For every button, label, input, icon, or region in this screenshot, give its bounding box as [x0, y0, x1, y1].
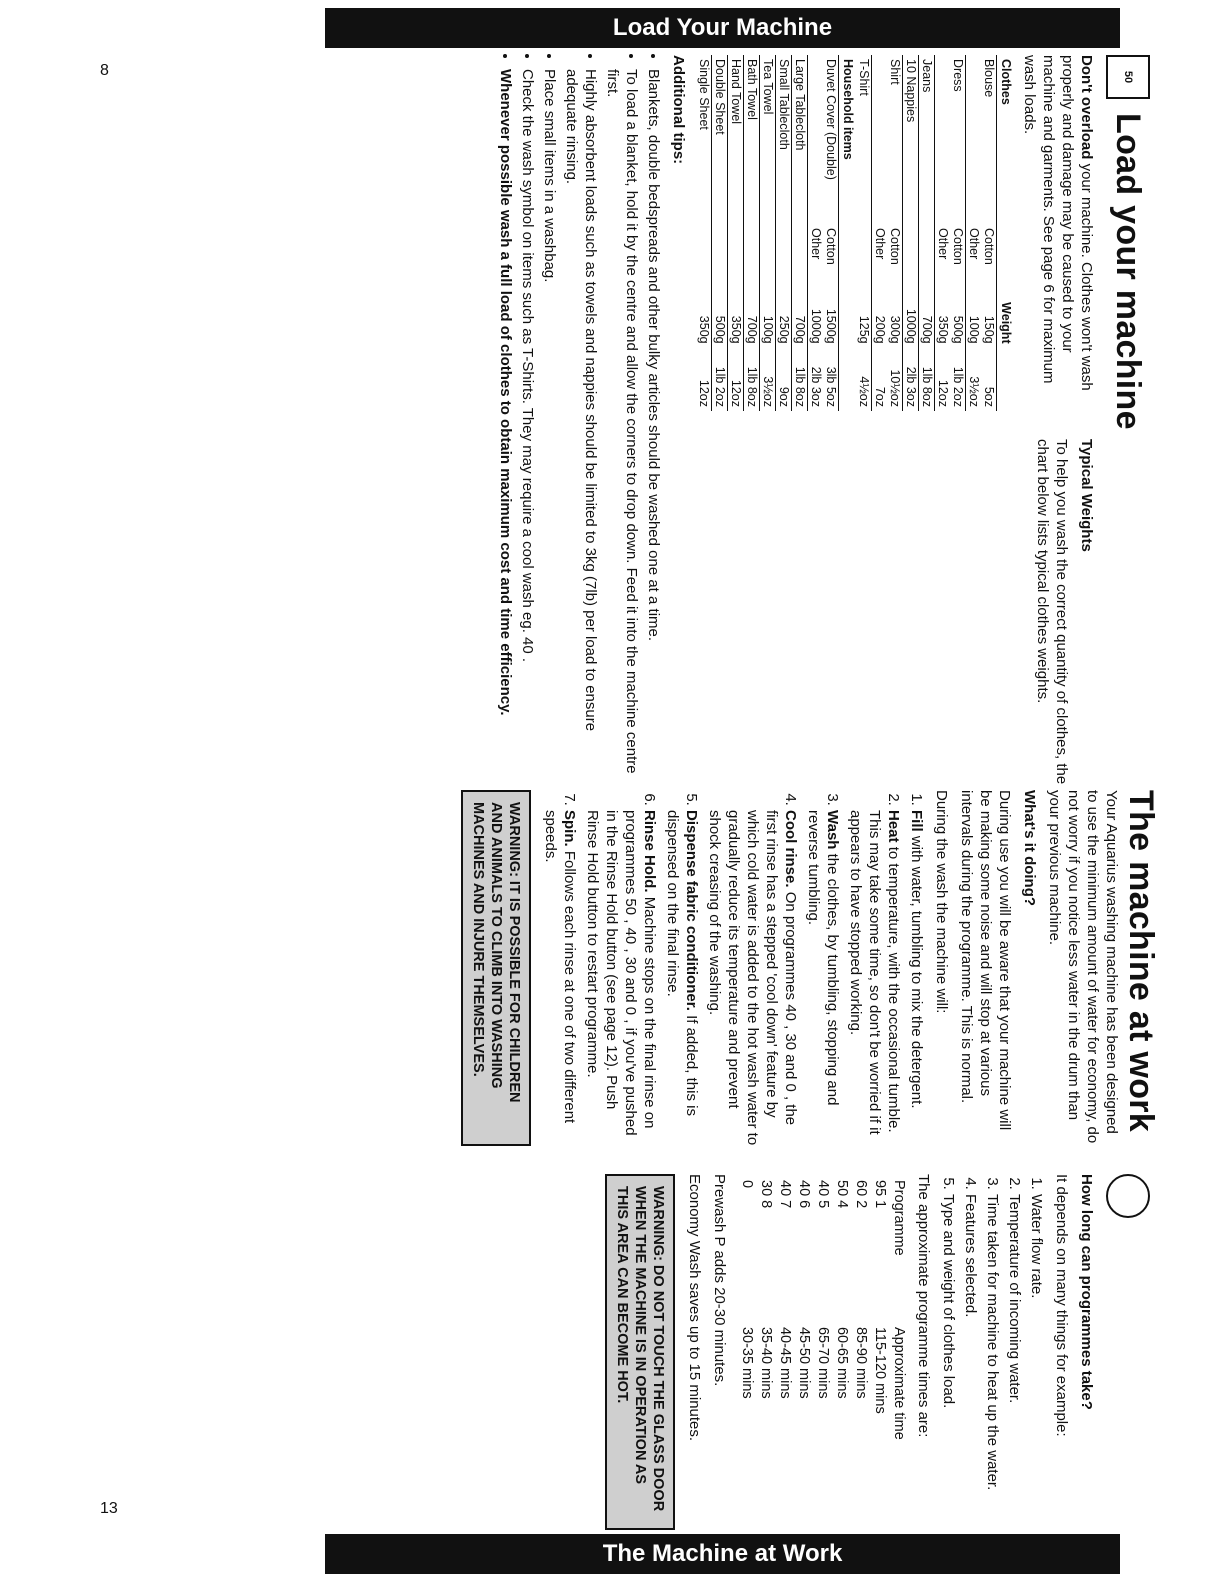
- household-metric: 700g: [792, 283, 808, 348]
- household-header: Household items: [839, 55, 857, 411]
- weights-table: [696, 55, 1014, 411]
- clothes-row: [856, 55, 872, 411]
- work-left-column: [461, 790, 1160, 1146]
- prewash-text: Prewash P adds 20-30 minutes.: [711, 1174, 728, 1387]
- warning-glass-box: WARNING: DO NOT TOUCH THE GLASS DOOR WHEN THE MACHINE IS IN OPERATION AS THIS AREA CAN BECOME HOT.: [605, 1174, 675, 1530]
- dont-overload-lead: Don't overload: [1078, 55, 1095, 160]
- footer-bar-title: The Machine at Work: [602, 1540, 843, 1567]
- dont-overload-para: [1020, 55, 1096, 411]
- programme-header: Programme: [891, 1180, 907, 1256]
- wash-step-lead: Cool rinse.: [782, 810, 799, 888]
- clothes-metric: 125g: [856, 283, 872, 348]
- time-programme: 40 7: [777, 1180, 793, 1209]
- wash-step-text: the clothes, by tumbling, stopping and reverse tumbling.: [805, 810, 841, 1106]
- household-type: [712, 224, 728, 283]
- household-imperial: 3lb 5oz: [824, 366, 838, 407]
- clothes-item: Shirt: [887, 55, 903, 224]
- household-metric: 100g: [760, 283, 776, 348]
- household-imperial: 2lb 3oz: [809, 366, 823, 407]
- time-row: [775, 1174, 794, 1530]
- household-type: [776, 224, 792, 283]
- clothes-row: [887, 55, 903, 411]
- household-imperial: 12oz: [728, 348, 744, 411]
- household-metric: 700g: [744, 283, 760, 348]
- household-imperial: 1lb 8oz: [744, 348, 760, 411]
- work-right-column: [461, 1174, 1150, 1530]
- wash-step-lead: Dispense fabric conditioner.: [683, 810, 700, 1011]
- clothes-imperial: 4½oz: [856, 348, 872, 411]
- clothes-imperial: 5oz: [982, 386, 996, 407]
- clothes-metric: 350g: [936, 315, 950, 344]
- time-row: [813, 1174, 832, 1530]
- page-number-right: 13: [100, 1500, 118, 1517]
- wash-step: [705, 810, 800, 1146]
- header-bar: [325, 8, 1120, 48]
- time-row: [832, 1174, 851, 1530]
- household-row: [792, 55, 808, 411]
- household-type: Cotton: [824, 228, 838, 265]
- household-item: Double Sheet: [712, 55, 728, 224]
- wash-step-text: On programmes 40 , 30 and 0 , the first rinse has a stepped 'cool down' feature by which cold water is added to the hot wash water to gradually reduce its temperature and prevent shock creasing of the washing.: [706, 810, 799, 1146]
- time-programme: 0: [739, 1180, 755, 1189]
- household-metric: 1500g: [824, 308, 838, 344]
- household-item: Bath Towel: [744, 55, 760, 224]
- clothes-row: [981, 55, 997, 411]
- footer-bar: [325, 1534, 1120, 1574]
- household-item: Single Sheet: [696, 55, 712, 224]
- typical-weights-text: To help you wash the correct quantity of clothes, the chart below lists typical clothes weights.: [1034, 439, 1070, 785]
- clothes-imperial: 1lb 8oz: [919, 348, 935, 411]
- wash-step: [583, 810, 659, 1146]
- clothes-row: [872, 55, 888, 411]
- household-item: Hand Towel: [728, 55, 744, 224]
- time-header: Approximate time: [891, 1326, 907, 1440]
- tip-item: • Check the wash symbol on items such as T-Shirts. They may require a cool wash eg. 40 .: [518, 69, 537, 795]
- household-type: [744, 224, 760, 283]
- household-imperial: 1lb 8oz: [792, 348, 808, 411]
- work-title: The machine at work: [1122, 790, 1160, 1133]
- time-value: 35-40 mins: [758, 1326, 774, 1399]
- clothes-row: [919, 55, 935, 411]
- time-value: 40-45 mins: [777, 1326, 793, 1399]
- time-value: 30-35 mins: [739, 1326, 755, 1399]
- header-bar-title: Load Your Machine: [612, 14, 833, 41]
- during-text: During the wash the machine will:: [933, 790, 950, 1014]
- household-row: [808, 55, 824, 411]
- load-title: Load your machine: [1109, 113, 1148, 430]
- household-metric: 250g: [776, 283, 792, 348]
- household-type: [696, 224, 712, 283]
- wash-step-text: Follows each rinse at one of two different speeds.: [542, 810, 578, 1124]
- dont-overload-text: your machine. Clothes won't wash properly and damage may be caused to your machine and garments. See page 6 for maximum wash loads.: [1021, 55, 1095, 391]
- clothes-metric: 150g: [982, 315, 996, 344]
- clothes-imperial: 7oz: [873, 386, 887, 407]
- clothes-row: [950, 55, 966, 411]
- clothes-item: Blouse: [982, 59, 996, 98]
- tip-item: • Highly absorbent loads such as towels and nappies should be limited to 3kg (7lb) per load to ensure adequate rinsing.: [562, 69, 600, 795]
- clothes-metric: 700g: [919, 283, 935, 348]
- clothes-item: [966, 55, 982, 224]
- wash-step-lead: Wash: [824, 810, 841, 850]
- page-number-left: 8: [100, 62, 109, 79]
- clothes-item: [872, 55, 888, 224]
- wash-step-text: with water, tumbling to mix the detergent.: [908, 835, 925, 1109]
- time-value: 115-120 mins: [872, 1326, 888, 1414]
- household-type: Other: [809, 228, 823, 260]
- clothes-imperial: 10½oz: [887, 348, 903, 411]
- clothes-type: Other: [936, 228, 950, 260]
- household-type: [728, 224, 744, 283]
- typical-weights-title: Typical Weights: [1078, 439, 1095, 552]
- wash-step-text: to temperature, with the occasional tumble. This may take some time, so don't be worried if it appears to have stopped working.: [847, 810, 902, 1135]
- household-imperial: 12oz: [696, 348, 712, 411]
- programme-times-table: [737, 1174, 908, 1530]
- clothes-type: Cotton: [887, 224, 903, 283]
- clothes-type: [919, 224, 935, 283]
- factor-item: 3. Time taken for machine to heat up the water.: [983, 1194, 1002, 1530]
- time-programme: 50 4: [834, 1180, 850, 1209]
- factor-item: 1. Water flow rate.: [1027, 1194, 1046, 1530]
- time-programme: 60 2: [853, 1180, 869, 1209]
- household-imperial: 3½oz: [760, 348, 776, 411]
- wash-step: [907, 810, 926, 1146]
- tip-item: • Blankets, double bedspreads and other bulky articles should be washed one at a time.: [644, 69, 663, 795]
- clothes-type: Other: [967, 228, 981, 260]
- tips-title: Additional tips:: [670, 55, 687, 165]
- wash-step-lead: Rinse Hold.: [641, 810, 658, 893]
- time-row: [737, 1174, 756, 1530]
- time-value: 65-70 mins: [815, 1326, 831, 1399]
- how-long-text: It depends on many things for example:: [1053, 1174, 1070, 1437]
- wash-step: [663, 810, 701, 1146]
- clothes-type: [903, 224, 919, 283]
- work-section: [50, 790, 1160, 1530]
- clothes-row: [903, 55, 919, 411]
- time-row: [851, 1174, 870, 1530]
- household-row: [728, 55, 744, 411]
- clothes-item: T-Shirt: [856, 55, 872, 224]
- warning-children-box: WARNING: IT IS POSSIBLE FOR CHILDREN AND ANIMALS TO CLIMB INTO WASHING MACHINES AND INJURE THEMSELVES.: [461, 790, 531, 1146]
- clothes-metric: 500g: [950, 283, 966, 348]
- time-row: [870, 1174, 889, 1530]
- household-imperial: 1lb 2oz: [712, 348, 728, 411]
- clothes-imperial: 1lb 2oz: [950, 348, 966, 411]
- time-programme: 30 8: [758, 1180, 774, 1209]
- time-programme: 40 5: [815, 1180, 831, 1209]
- load-header: [1106, 55, 1150, 795]
- weights-header-weight: Weight: [997, 283, 1015, 348]
- wash-step-text: Machine stops on the final rinse on programmes 50 , 40 , 30 and 0 , if you've pushed in the Rinse Hold button (see page 12). Push Rinse Hold button to restart programme.: [584, 810, 658, 1136]
- household-metric: 350g: [696, 283, 712, 348]
- household-type: [792, 224, 808, 283]
- clothes-type: [856, 224, 872, 283]
- household-row: [776, 55, 792, 411]
- household-row: [744, 55, 760, 411]
- household-metric: 350g: [728, 283, 744, 348]
- household-item: Large Tablecloth: [792, 55, 808, 224]
- wash-step-lead: Heat: [885, 810, 902, 843]
- household-metric: 1000g: [809, 308, 823, 344]
- tip-item: • Whenever possible wash a full load of clothes to obtain maximum cost and time efficiency.: [496, 69, 515, 795]
- work-intro: Your Aquarius washing machine has been designed to use the minimum amount of water for economy, do not worry if you notice less water in the drum than your previous machine.: [1046, 790, 1120, 1144]
- clothes-metric: 100g: [967, 315, 981, 344]
- clothes-imperial: 3½oz: [967, 376, 981, 407]
- wash-step: [804, 810, 842, 1146]
- household-row: [712, 55, 728, 411]
- tips-section: [496, 55, 688, 795]
- load-right-column: [688, 439, 1096, 795]
- clothes-imperial: 12oz: [936, 379, 950, 407]
- household-metric: 500g: [712, 283, 728, 348]
- time-programme: 40 6: [796, 1180, 812, 1209]
- clothes-item: [935, 55, 951, 224]
- whats-doing-title: What's it doing?: [1021, 790, 1038, 907]
- time-row: [794, 1174, 813, 1530]
- approx-text: The approximate programme times are:: [915, 1174, 932, 1438]
- wash-step-lead: Spin.: [561, 810, 578, 847]
- household-item: [808, 55, 824, 224]
- load-left-column: [688, 55, 1096, 411]
- clothes-type: Other: [873, 228, 887, 260]
- household-row: [760, 55, 776, 411]
- clothes-type: Cotton: [950, 224, 966, 283]
- household-item: Duvet Cover (Double): [824, 59, 838, 180]
- clothes-metric: 300g: [887, 283, 903, 348]
- tip-item: • Place small items in a washbag.: [540, 69, 559, 795]
- household-type: [760, 224, 776, 283]
- wash-step-lead: Fill: [908, 810, 925, 832]
- washer-icon: 50: [1106, 55, 1150, 99]
- factor-item: 4. Features selected.: [961, 1194, 980, 1530]
- factors-list: [939, 1174, 1046, 1530]
- whats-doing-text: During use you will be aware that your machine will be making some noise and will stop at various intervals during the programme. This is normal.: [958, 790, 1013, 1131]
- household-imperial: 9oz: [776, 348, 792, 411]
- clothes-item: Jeans: [919, 55, 935, 224]
- factor-item: 2. Temperature of incoming water.: [1005, 1194, 1024, 1530]
- weights-header-item: Clothes: [997, 55, 1015, 224]
- household-row: [696, 55, 712, 411]
- household-row: [823, 55, 839, 411]
- clothes-metric: 1000g: [903, 283, 919, 348]
- tip-item: • To load a blanket, hold it by the centre and allow the corners to drop down. Feed it into the machine centre first.: [603, 69, 641, 795]
- time-value: 60-65 mins: [834, 1326, 850, 1399]
- time-value: 45-50 mins: [796, 1326, 812, 1399]
- clothes-row: [966, 55, 982, 411]
- clothes-type: Cotton: [982, 228, 996, 265]
- factor-item: 5. Type and weight of clothes load.: [939, 1194, 958, 1530]
- wash-step: [846, 810, 903, 1146]
- clothes-item: 10 Nappies: [903, 55, 919, 224]
- household-item: Small Tablecloth: [776, 55, 792, 224]
- time-row: [756, 1174, 775, 1530]
- economy-text: Economy Wash saves up to 15 minutes.: [686, 1174, 703, 1442]
- time-programme: 95 1: [872, 1180, 888, 1209]
- how-long-title: How long can programmes take?: [1078, 1174, 1095, 1410]
- wash-steps-list: [541, 790, 926, 1146]
- wash-step-text: If added, this is dispensed on the final rinse.: [664, 810, 700, 1116]
- clothes-metric: 200g: [873, 315, 887, 344]
- time-value: 85-90 mins: [853, 1326, 869, 1399]
- household-item: Tea Towel: [760, 55, 776, 224]
- clothes-imperial: 2lb 3oz: [903, 348, 919, 411]
- clothes-item: Dress: [950, 55, 966, 224]
- programme-dial-icon: [1106, 1174, 1150, 1218]
- load-section: [50, 55, 1150, 795]
- clothes-row: [935, 55, 951, 411]
- tips-list: [496, 55, 663, 795]
- wash-step: [541, 810, 579, 1146]
